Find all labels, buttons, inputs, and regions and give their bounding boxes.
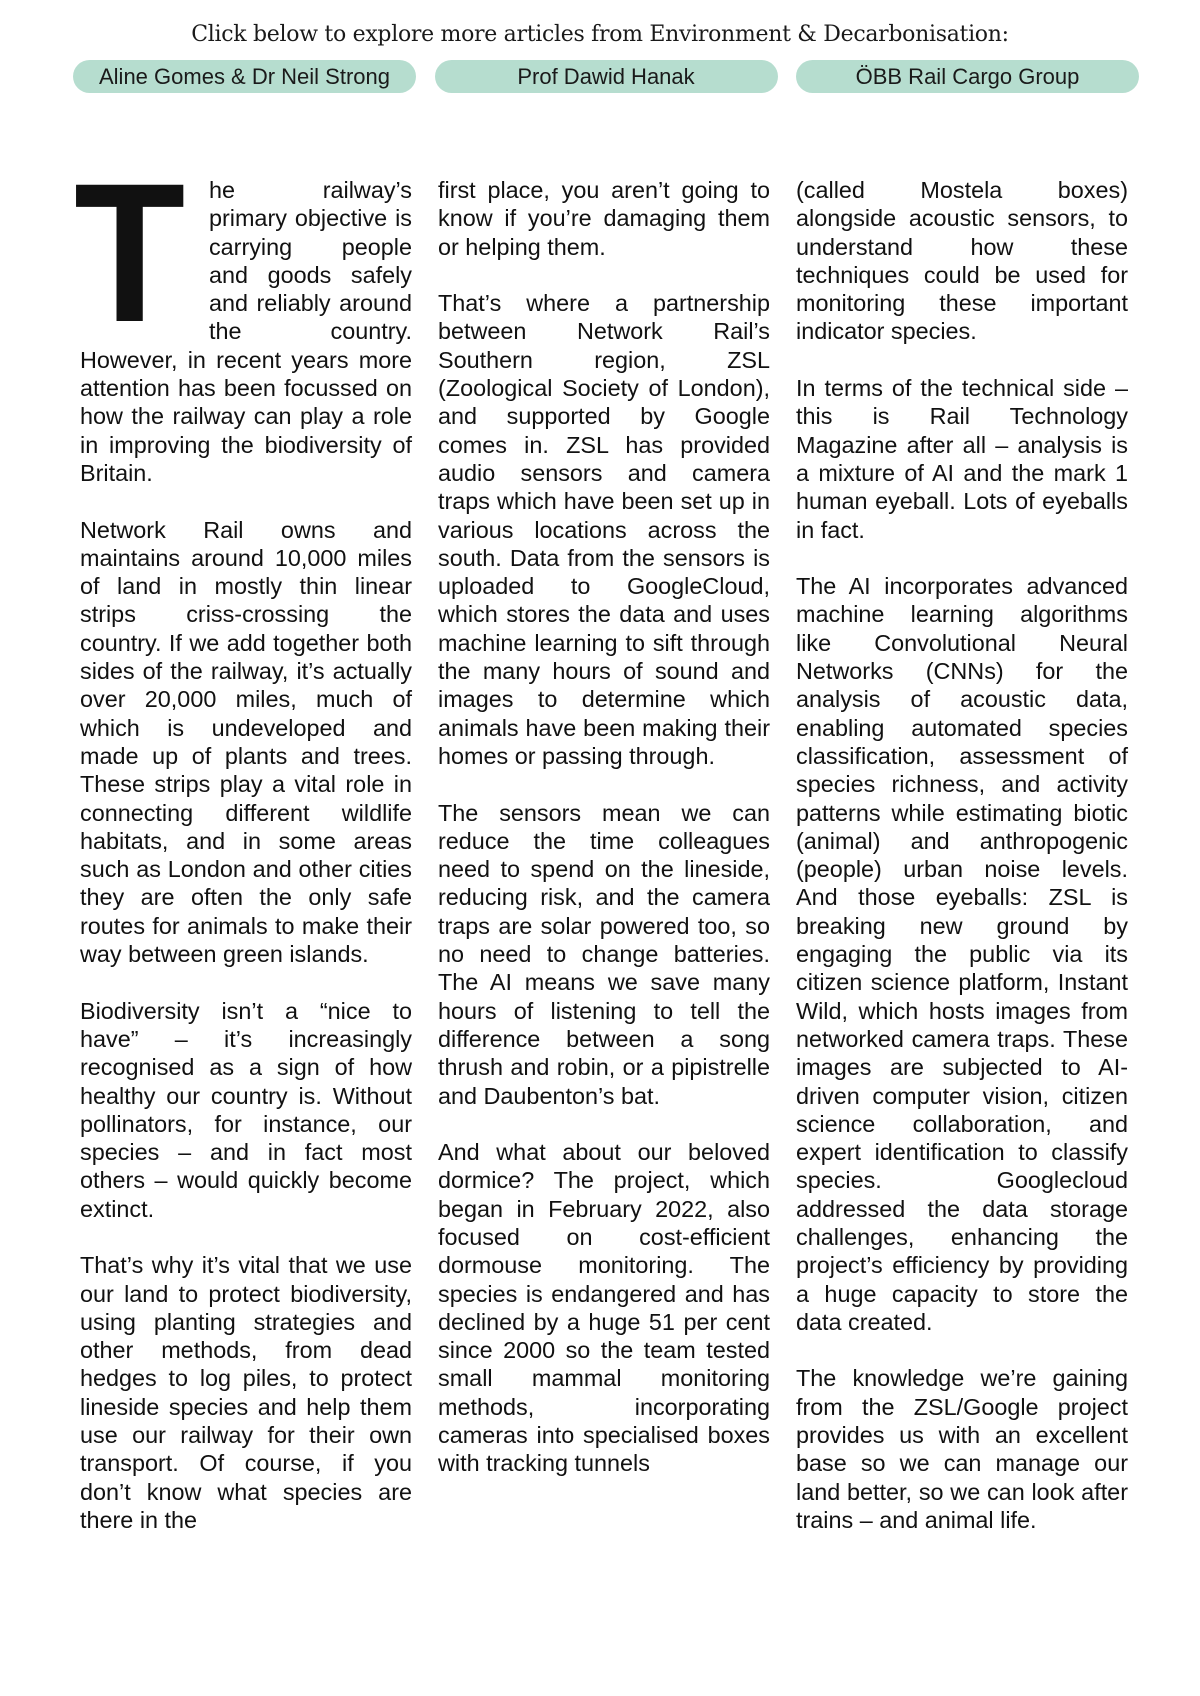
article-body: [74, 142, 1128, 1534]
article-paragraph: T he railway’s primary objective is carrying people and goods safely and reliably around the country. However, in recent years more attention has been focussed on how the railway can play a role in improving the biodiversity of Britain.: [74, 142, 412, 486]
article-column-3: [796, 176, 1128, 1534]
article-paragraph: The sensors mean we can reduce the time colleagues need to spend on the lineside, reducing risk, and the camera traps are solar powered too, so no need to change batteries. The AI means we save many hours of listening to tell the difference between a song thrush and robin, or a pipistrelle and Daubenton’s bat.: [438, 799, 770, 1109]
related-articles-prompt: Click below to explore more articles from Environment & Decarbonisation:: [191, 22, 1009, 47]
article-paragraph: That’s why it’s vital that we use our land to protect biodiversity, using planting strategies and other methods, from dead hedges to log piles, to protect lineside species and help them use our railway for their own transport. Of course, if you don’t know what species are there in the: [80, 1252, 412, 1533]
related-articles-links: [73, 60, 1139, 93]
article-paragraph: And what about our beloved dormice? The project, which began in February 2022, also focused on cost-efficient dormouse monitoring. The species is endangered and has declined by a huge 51 per cent since 2000 so the team tested small mammal monitoring methods, incorporating cameras into specialised boxes with tracking tunnels: [438, 1139, 770, 1477]
article-paragraph: That’s where a partnership between Network Rail’s Southern region, ZSL (Zoological Society of London), and supported by Google comes in. ZSL has provided audio sensors and camera traps which have been set up in various locations across the south. Data from the sensors is uploaded to GoogleCloud, which stores the data and uses machine learning to sift through the many hours of sound and images to determine which animals have been making their homes or passing through.: [438, 290, 770, 769]
article-paragraph: The AI incorporates advanced machine learning algorithms like Convolutional Neural Networks (CNNs) for the analysis of acoustic data, enabling automated species classification, assessment of species richness, and activity patterns while estimating biotic (animal) and anthropogenic (people) urban noise levels. And those eyeballs: ZSL is breaking new ground by engaging the public via its citizen science platform, Instant Wild, which hosts images from networked camera traps. These images are subjected to AI-driven computer vision, citizen science collaboration, and expert identification to classify species. Googlecloud addressed the data storage challenges, enhancing the project’s efficiency by providing a huge capacity to store the data created.: [796, 573, 1128, 1335]
article-paragraph: Network Rail owns and maintains around 10,000 miles of land in mostly thin linear strips criss-crossing the country. If we add together both sides of the railway, it’s actually over 20,000 miles, much of which is undeveloped and made up of plants and trees. These strips play a vital role in connecting different wildlife habitats, and in some areas such as London and other cities they are often the only safe routes for animals to make their way between green islands.: [80, 516, 412, 968]
article-paragraph: first place, you aren’t going to know if you’re damaging them or helping them.: [438, 177, 770, 260]
article-paragraph: Biodiversity isn’t a “nice to have” – it’s increasingly recognised as a sign of how healthy our country is. Without pollinators, for instance, our species – and in fact most others – would quickly become extinct.: [80, 997, 412, 1222]
related-article-link-aline-gomes[interactable]: Aline Gomes & Dr Neil Strong: [73, 60, 416, 93]
article-paragraph: In terms of the technical side – this is Rail Technology Magazine after all – analysis is a mixture of AI and the mark 1 human eyeball. Lots of eyeballs in fact.: [796, 375, 1128, 543]
drop-cap: T: [74, 142, 186, 363]
article-column-2: [438, 176, 770, 1534]
article-paragraph: (called Mostela boxes) alongside acoustic sensors, to understand how these techniques could be used for monitoring these important indicator species.: [796, 177, 1128, 345]
related-article-link-dawid-hanak[interactable]: Prof Dawid Hanak: [435, 60, 778, 93]
article-paragraph: The knowledge we’re gaining from the ZSL/Google project provides us with an excellent base so we can manage our land better, so we can look after trains – and animal life.: [796, 1365, 1128, 1533]
related-article-link-obb-rail-cargo[interactable]: ÖBB Rail Cargo Group: [796, 60, 1139, 93]
article-column-1: [74, 142, 412, 1534]
